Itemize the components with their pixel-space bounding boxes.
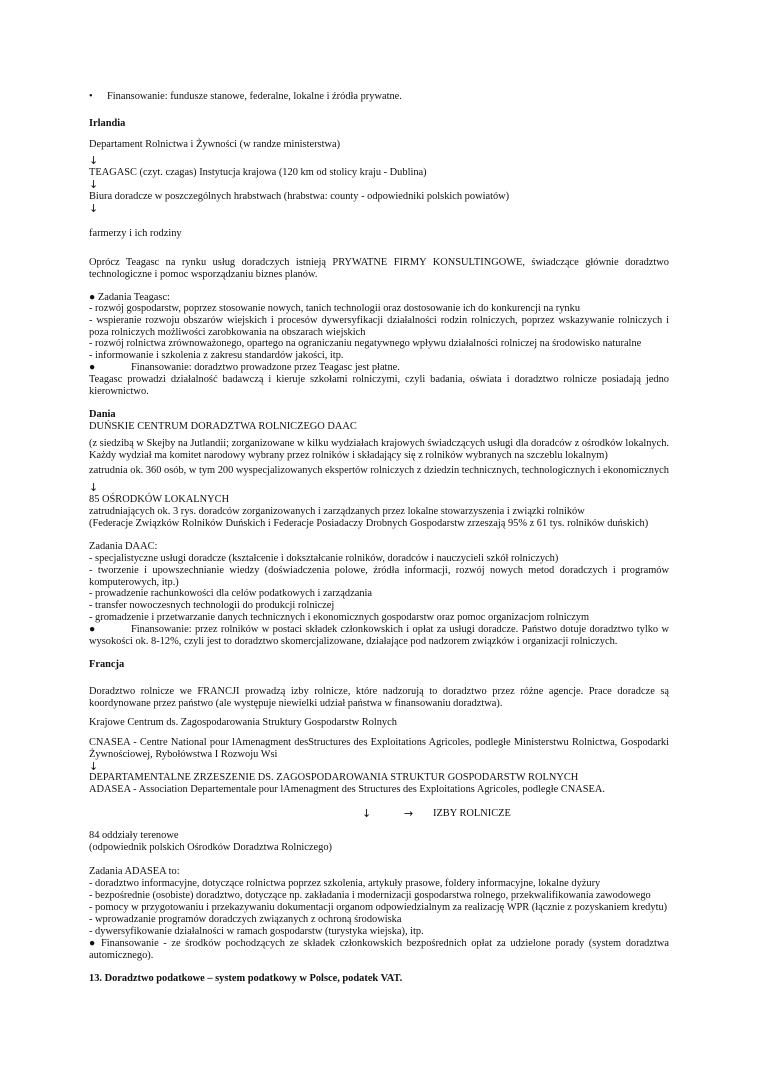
adasea-funding: ● Finansowanie - ze środków pochodzących ze składek członkowskich bezpośrednich opłat za udzielone porady (system doradztwa automicznego).: [89, 938, 669, 961]
teagasc-funding: ● Finansowanie: doradztwo prowadzone przez Teagasc jest płatne.: [89, 362, 400, 373]
france-center: Krajowe Centrum ds. Zagospodarowania Struktury Gospodarstw Rolnych: [89, 717, 397, 728]
france-units: 84 oddziały terenowe: [89, 830, 179, 841]
funding-line: • Finansowanie: fundusze stanowe, federalne, lokalne i źródła prywatne.: [89, 91, 402, 102]
denmark-daac: DUŃSKIE CENTRUM DORADZTWA ROLNICZEGO DAAC: [89, 421, 357, 432]
france-adasea: ADASEA - Association Departementale pour lAmenagment des Structures des Exploitations Agricoles, podległe CNASEA.: [89, 784, 605, 795]
france-cnasea: CNASEA - Centre National pour lAmenagment desStructures des Exploitations Agricoles, podległe Ministerstwu Rolnictwa, Gospodarki Żywnościowej, Rybołówstwa I Rozwoju Wsi: [89, 737, 669, 760]
adasea-task: - doradztwo informacyjne, dotyczące rolnictwa poprzez szkolenia, artykuły prasowe, foldery informacyjne, lokalne dyżury: [89, 878, 601, 889]
teagasc-tasks-title: ● Zadania Teagasc:: [89, 292, 170, 303]
daac-task: - tworzenie i upowszechnianie wiedzy (doświadczenia polowe, źródła informacji, rozwój nowych metod doradczych i programów komputerowych, itp.): [89, 565, 669, 588]
denmark-staff: zatrudnia ok. 360 osób, w tym 200 wyspecjalizowanych ekspertów rolniczych z dziedzin technicznych, technologicznych i ekonomicznych: [89, 465, 669, 476]
france-intro: Doradztwo rolnicze we FRANCJI prowadzą izby rolnicze, które nadzorują to doradztwo przez różne agencje. Prace doradcze są koordynowane przez państwo (ale występuje niewielki udział państwa w finansowaniu doradztwa).: [89, 686, 669, 709]
bullet: •: [89, 91, 93, 102]
denmark-federation: (Federacje Związków Rolników Duńskich i Federacje Posiadaczy Drobnych Gospodarstw zrzeszają 95% z 61 tys. rolników duńskich): [89, 518, 649, 529]
adasea-task: - bezpośrednie (osobiste) doradztwo, dotyczące np. zakładania i modernizacji gospodarstwa rolnego, przekwalifikowania zawodowego: [89, 890, 651, 901]
daac-funding: ● Finansowanie: przez rolników w postaci składek członkowskich i opłat za usługi doradcze. Państwo dotuje doradztwo tylko w wysokości ok. 8-12%, czyli jest to doradztwo skomercjalizowane, działające pod nadzorem związków i organizacji rolniczych.: [89, 624, 669, 647]
teagasc-task: - rozwój rolnictwa zrównoważonego, opartego na ograniczaniu negatywnego wpływu działalności rolniczej na środowisko naturalne: [89, 338, 642, 349]
daac-task: - specjalistyczne usługi doradcze (kształcenie i dokształcanie rolników, doradców i nauczycieli szkół rolniczych): [89, 553, 559, 564]
daac-tasks-title: Zadania DAAC:: [89, 541, 158, 552]
ireland-offices: Biura doradcze w poszczególnych hrabstwach (hrabstwa: county - odpowiedniki polskich powiatów): [89, 191, 510, 202]
arrow-down: ↓: [89, 202, 99, 215]
denmark-seat: (z siedzibą w Skejby na Jutlandii; zorganizowane w kilku wydziałach krajowych świadczących usługi dla doradców z ośrodków lokalnych. Każdy wydział ma komitet narodowy wybrany przez rolników i składający się z rolników wybranych na szczeblu lokalnym): [89, 438, 669, 461]
daac-task: - prowadzenie rachunkowości dla celów podatkowych i zarządzania: [89, 588, 373, 599]
france-units-note: (odpowiednik polskich Ośrodków Doradztwa Rolniczego): [89, 842, 332, 853]
bullet: ●: [89, 624, 96, 635]
heading-ireland: Irlandia: [89, 118, 126, 129]
heading-france: Francja: [89, 659, 125, 670]
teagasc-task: - informowanie i szkolenia z zakresu standardów jakości, itp.: [89, 350, 344, 361]
heading-denmark: Dania: [89, 409, 116, 420]
teagasc-task: - rozwój gospodarstw, poprzez stosowanie nowych, tanich technologii oraz dostosowanie ich do konkurencji na rynku: [89, 303, 581, 314]
arrow-down: ↓: [89, 481, 99, 494]
teagasc-task: - wspieranie rozwoju obszarów wiejskich i procesów dywersyfikacji działalności rodzin rolniczych, poprzez wskazywanie rolniczych i poza rolniczych możliwości zarobkowania na obszarach wiejskich: [89, 315, 669, 338]
adasea-task: - pomocy w przygotowaniu i przekazywaniu dokumentacji organom odpowiedzialnym za realizację WPR (łącznie z pozyskaniem kredytu): [89, 902, 668, 913]
denmark-local-staff: zatrudniających ok. 3 rys. doradców zorganizowanych i zarządzanych przez lokalne stowarzyszenia i związki rolników: [89, 506, 585, 517]
denmark-local: 85 OŚRODKÓW LOKALNYCH: [89, 494, 230, 505]
adasea-tasks-title: Zadania ADASEA to:: [89, 866, 180, 877]
chambers-label: IZBY ROLNICZE: [433, 808, 511, 819]
daac-task: - transfer nowoczesnych technologii do produkcji rolniczej: [89, 600, 335, 611]
adasea-task: - wprowadzanie programów doradczych związanych z ochroną środowiska: [89, 914, 402, 925]
arrow-down: ↓: [89, 178, 99, 191]
adasea-task: - dywersyfikowanie działalności w ramach gospodarstw (turystyka wiejska), itp.: [89, 926, 424, 937]
ireland-dept: Departament Rolnictwa i Żywności (w randze ministerstwa): [89, 139, 341, 150]
daac-task: - gromadzenie i przetwarzanie danych technicznych i ekonomicznych gospodarstw oraz pomoc organizacjom rolniczym: [89, 612, 590, 623]
ireland-farmers: farmerzy i ich rodziny: [89, 228, 182, 239]
arrow-down: ↓: [362, 807, 372, 820]
france-dept-assoc: DEPARTAMENTALNE ZRZESZENIE DS. ZAGOSPODAROWANIA STRUKTUR GOSPODARSTW ROLNYCH: [89, 772, 579, 783]
arrow-down: ↓: [89, 154, 99, 167]
bullet: ●: [89, 938, 96, 949]
ireland-private-firms: Oprócz Teagasc na rynku usług doradczych istnieją PRYWATNE FIRMY KONSULTINGOWE, świadczące głównie doradztwo technologiczne i pomoc wsporządzaniu biznes planów.: [89, 257, 669, 280]
teagasc-research: Teagasc prowadzi działalność badawczą i kieruje szkołami rolniczymi, czyli badania, oświata i doradztwo rolnicze posiadają jedno kierownictwo.: [89, 374, 669, 397]
ireland-teagasc: TEAGASC (czyt. czagas) Instytucja krajowa (120 km od stolicy kraju - Dublina): [89, 167, 427, 178]
arrow-down: ↓: [89, 760, 99, 773]
next-section-heading: 13. Doradztwo podatkowe – system podatkowy w Polsce, podatek VAT.: [89, 973, 403, 984]
arrow-right: →: [404, 807, 414, 820]
bullet: ●: [89, 362, 96, 373]
